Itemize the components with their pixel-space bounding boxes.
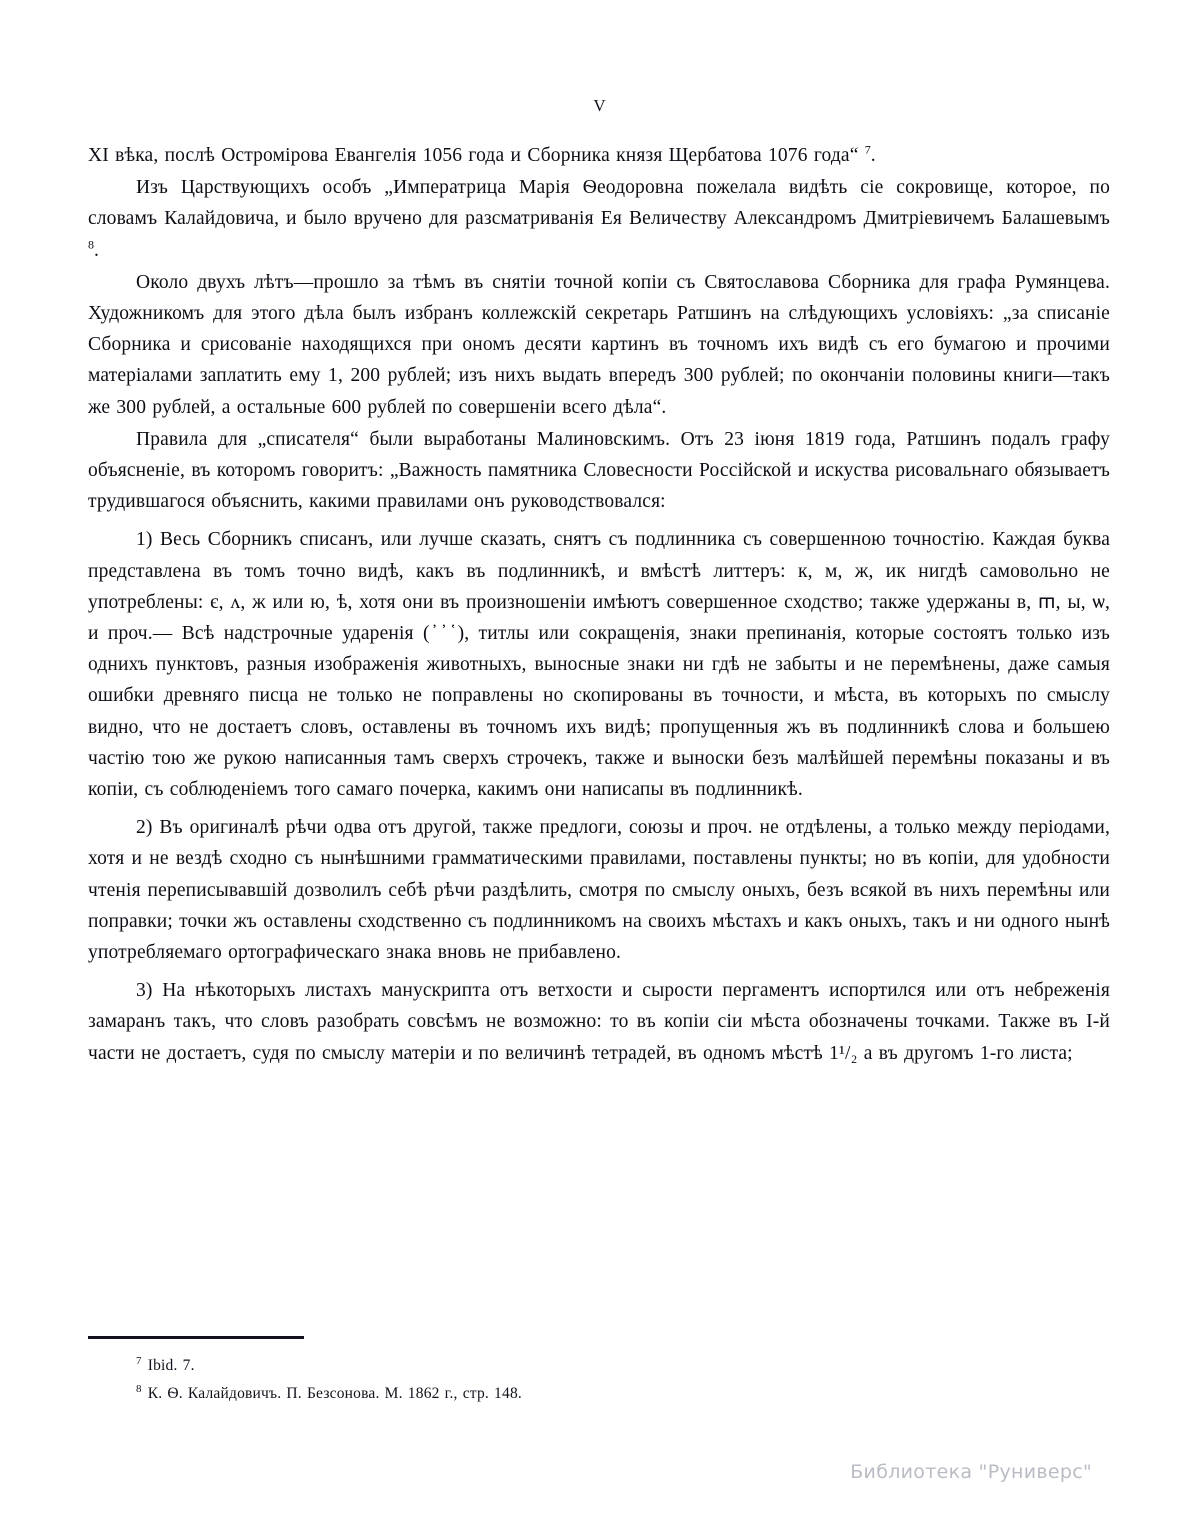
library-watermark: Библиотека "Руниверс" xyxy=(850,1461,1092,1483)
footnote-block xyxy=(88,1352,1110,1408)
footnote-text-8: К. Ѳ. Калайдовичъ. П. Безсонова. М. 1862 г., стр. 148. xyxy=(147,1385,522,1402)
footnote-mark-8: 8 xyxy=(136,1382,142,1395)
paragraph-7: 3) На нѣкоторыхъ листахъ манускрипта отъ ветхости и сырости пергаментъ испортился или отъ небреженія замаранъ такъ, что словъ разобрать совсѣмъ не возможно: то въ копіи сіи мѣста обозначены точками. Также въ I-й части не достаетъ, судя по смыслу матеріи и по величинѣ тетрадей, въ одномъ мѣстѣ 1¹/₂ а въ другомъ 1-го листа; xyxy=(88,980,1110,1064)
footnote-item xyxy=(88,1380,1110,1408)
footnote-mark-7: 7 xyxy=(136,1354,142,1367)
body-text-column xyxy=(88,140,1110,1070)
page-number: V xyxy=(593,96,607,115)
footnote-reference-7[interactable]: 7 xyxy=(864,142,871,157)
footnote-item xyxy=(88,1352,1110,1380)
footnote-reference-8[interactable]: 8 xyxy=(88,237,94,252)
paragraph-2-text: Изъ Царствующихъ особъ „Императрица Марія Ѳеодоровна пожелала видѣть сіе сокровище, которое, по словамъ Калайдовича, и было вручено для разсматриванія Ея Величеству Александромъ Дмитріевичемъ Балашевымъ xyxy=(88,177,1110,230)
paragraph-6: 2) Въ оригиналѣ рѣчи одва отъ другой, также предлоги, союзы и проч. не отдѣлены, а только между періодами, хотя и не вездѣ сходно съ нынѣшними грамматическими правилами, поставлены пункты; но въ копіи, для удобности чтенія переписывавшій дозволилъ себѣ рѣчи раздѣлить, смотря по смыслу оныхъ, безъ всякой въ нихъ перемѣны или поправки; точки жъ оставлены сходственно съ подлинникомъ на своихъ мѣстахъ и какъ оныхъ, такъ и ни одного нынѣ употребляемаго ортографическаго знака вновь не прибавлено. xyxy=(88,817,1110,964)
paragraph-4: Правила для „списателя“ были выработаны Малиновскимъ. Отъ 23 іюня 1819 года, Ратшинъ подалъ графу объясненіе, въ которомъ говоритъ: „Важность памятника Словесности Россійской и искуства рисовальнаго обязываетъ трудившагося объяснить, какими правилами онъ руководствовался: xyxy=(88,428,1110,513)
paragraph-2 xyxy=(88,172,1110,266)
paragraph-3: Около двухъ лѣтъ—прошло за тѣмъ въ снятіи точной копіи съ Святославова Сборника для графа Румянцева. Художникомъ для этого дѣла былъ избранъ коллежскій секретарь Ратшинъ на слѣдующихъ условіяхъ: „за списаніе Сборника и срисованіе находящихся при ономъ десяти картинъ въ точномъ ихъ видѣ съ его бумагою и прочими матеріалами заплатить ему 1, 200 рублей; изъ нихъ выдать впередъ 300 рублей; по окончаніи половины книги—такъ же 300 рублей, а остальные 600 рублей по совершеніи всего дѣла“. xyxy=(88,271,1110,418)
footnote-text-7: Ibid. 7. xyxy=(147,1357,195,1374)
paragraph-2-tail: . xyxy=(94,239,100,261)
paragraph-1-text: XI вѣка, послѣ Остромірова Евангелія 1056 года и Сборника князя Щербатова 1076 года“ xyxy=(88,145,865,166)
paragraph-5: 1) Весь Сборникъ списанъ, или лучше сказать, снятъ съ подлинника съ совершенною точностію. Каждая буква представлена въ томъ точно видѣ, какъ въ подлинникѣ, и вмѣстѣ литтеръ: к, м, ж, ик нигдѣ самовольно не употреблены: є, ᴧ, ж или ю, ѣ, хотя они въ произношеніи имѣютъ совершенное сходство; также удержаны в, ᲅ, ы, ѡ, и проч.— Всѣ надстрочные ударенія ( ҆ ҆ ҅), титлы или сокращенія, знаки препинанія, которые состоятъ только изъ однихъ пунктовъ, разныя изображенія животныхъ, выносные знаки ни гдѣ не забыты и не перемѣнены, даже самыя ошибки древняго писца не только не поправлены но скопированы въ точности, и мѣста, въ которыхъ по смыслу видно, что не достаетъ словъ, оставлены въ точномъ ихъ видѣ; пропущенныя жъ въ подлинникѣ слова и большею частію тою же рукою написанныя тамъ сверхъ строчекъ, также и выноски безъ малѣйшей перемѣны показаны и въ копіи, съ соблюденіемъ того самаго почерка, какимъ они написапы въ подлинникѣ. xyxy=(88,529,1110,801)
footnote-separator-rule xyxy=(88,1336,304,1339)
paragraph-1 xyxy=(88,140,1110,171)
paragraph-1-tail: . xyxy=(870,145,876,166)
